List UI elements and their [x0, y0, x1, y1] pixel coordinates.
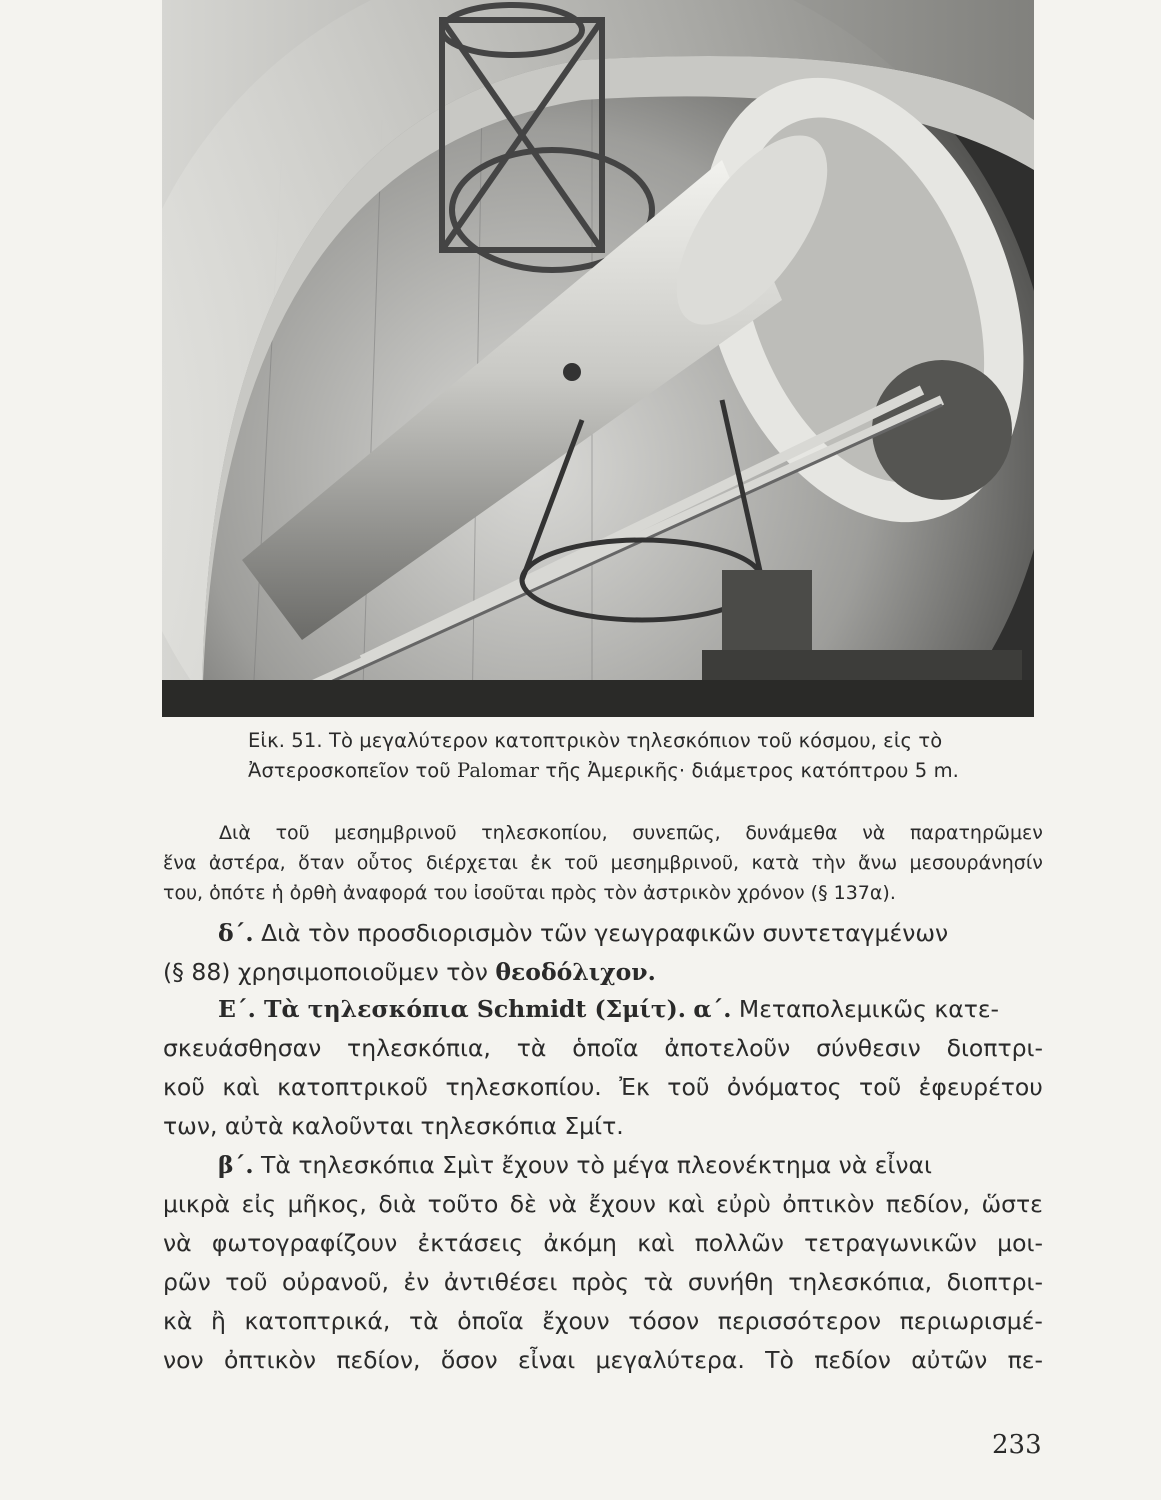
paragraph-schmidt [163, 990, 1043, 1146]
text-line: ρῶν τοῦ οὐρανοῦ, ἐν ἀντιθέσει πρὸς τὰ συνήθη τηλεσκόπια, διοπτρι- [163, 1268, 1043, 1296]
caption-line-2: Ἀστεροσκοπεῖον τοῦ Palomar τῆς Ἀμερικῆς· διάμετρος κατόπτρου 5 m. [248, 759, 959, 782]
paragraph-meridian [163, 818, 1043, 908]
text-line: Διὰ τοῦ μεσημβρινοῦ τηλεσκοπίου, συνεπῶς, δυνάμεθα νὰ παρατηρῶμεν [219, 822, 1043, 844]
text-line: β΄. Τὰ τηλεσκόπια Σμὶτ ἔχουν τὸ μέγα πλεονέκτημα νὰ εἶναι [218, 1151, 932, 1179]
text-line: (§ 88) χρησιμοποιοῦμεν τὸν θεοδόλιχον. [163, 958, 656, 986]
section-label: δ΄. [218, 919, 254, 947]
telescope-photo [162, 0, 1034, 717]
text-line: κὰ ἢ κατοπτρικά, τὰ ὁποῖα ἔχουν τόσον περισσότερον περιωρισμέ- [163, 1307, 1043, 1335]
paragraph-delta [163, 914, 1043, 992]
telescope-illustration [162, 0, 1034, 717]
section-label: β΄. [218, 1151, 254, 1179]
figure-label: Εἰκ. 51. [248, 729, 323, 752]
bold-term: θεοδόλιχον. [495, 958, 656, 986]
text-line: νὰ φωτογραφίζουν ἐκτάσεις ἀκόμη καὶ πολλῶν τετραγωνικῶν μοι- [163, 1229, 1043, 1257]
text-line: ἕνα ἀστέρα, ὅταν οὗτος διέρχεται ἐκ τοῦ μεσημβρινοῦ, κατὰ τὴν ἄνω μεσουράνησίν [163, 852, 1043, 874]
text-line: του, ὁπότε ἡ ὀρθὴ ἀναφορά του ἰσοῦται πρὸς τὸν ἀστρικὸν χρόνον (§ 137α). [163, 882, 896, 904]
text-line: νον ὀπτικὸν πεδίον, ὅσον εἶναι μεγαλύτερα. Τὸ πεδίον αὐτῶν πε- [163, 1346, 1043, 1374]
paragraph-beta [163, 1146, 1043, 1380]
text-line: κοῦ καὶ κατοπτρικοῦ τηλεσκοπίου. Ἐκ τοῦ ὀνόματος τοῦ ἐφευρέτου [163, 1073, 1043, 1101]
text-line: μικρὰ εἰς μῆκος, διὰ τοῦτο δὲ νὰ ἔχουν καὶ εὐρὺ ὀπτικὸν πεδίον, ὥστε [163, 1190, 1043, 1218]
section-label: α΄. [693, 995, 732, 1023]
figure-caption [248, 726, 1048, 786]
caption-line-1: Εἰκ. 51. Τὸ μεγαλύτερον κατοπτρικὸν τηλεσκόπιον τοῦ κόσμου, εἰς τὸ [248, 729, 943, 752]
text-line: δ΄. Διὰ τὸν προσδιορισμὸν τῶν γεωγραφικῶν συντεταγμένων [218, 919, 949, 947]
text-line: των, αὐτὰ καλοῦνται τηλεσκόπια Σμίτ. [163, 1112, 624, 1140]
text-line: Ε΄. Τὰ τηλεσκόπια Schmidt (Σμίτ). α΄. Μεταπολεμικῶς κατε- [218, 995, 1000, 1023]
text-line: σκευάσθησαν τηλεσκόπια, τὰ ὁποῖα ἀποτελοῦν σύνθεσιν διοπτρι- [163, 1034, 1043, 1062]
section-heading: Ε΄. Τὰ τηλεσκόπια Schmidt (Σμίτ). [218, 995, 686, 1023]
page-number: 233 [992, 1430, 1042, 1460]
